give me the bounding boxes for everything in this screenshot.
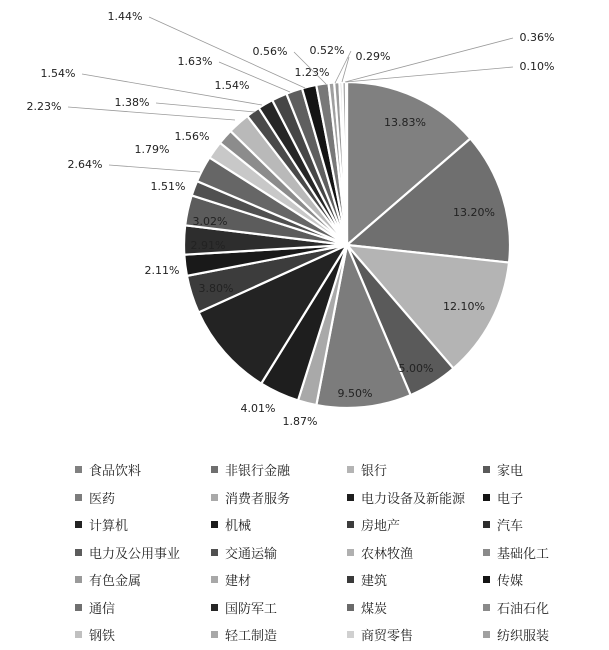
legend-item [211, 460, 347, 479]
slice-label: 1.63% [177, 55, 213, 68]
slice-label: 1.56% [174, 130, 210, 143]
leader-line [346, 67, 513, 82]
legend-item [211, 543, 347, 562]
legend-label: 轻工制造 [225, 629, 278, 645]
legend-swatch [347, 466, 354, 473]
legend-swatch [483, 466, 490, 473]
legend-swatch [347, 549, 354, 556]
legend-swatch [211, 466, 218, 473]
slice-label: 2.64% [67, 158, 103, 171]
legend-item [347, 488, 483, 507]
slice-label: 3.02% [192, 215, 228, 228]
slice-label: 4.01% [240, 402, 276, 415]
legend [75, 456, 595, 649]
legend-item [347, 515, 483, 534]
legend-label: 医药 [89, 491, 116, 507]
legend-label: 家电 [497, 464, 524, 480]
legend-label: 基础化工 [497, 546, 550, 562]
legend-row [75, 594, 595, 622]
legend-label: 电力及公用事业 [89, 546, 181, 562]
pie-slice [346, 82, 347, 245]
legend-label: 商贸零售 [361, 629, 414, 645]
slice-label: 1.23% [294, 66, 330, 79]
legend-label: 传媒 [497, 574, 524, 590]
legend-item [211, 570, 347, 589]
slice-label: 5.00% [398, 362, 434, 375]
legend-label: 煤炭 [361, 601, 388, 617]
slice-label: 2.23% [26, 100, 62, 113]
leader-line [342, 57, 349, 82]
legend-item [347, 460, 483, 479]
legend-label: 房地产 [361, 519, 401, 535]
legend-label: 交通运输 [225, 546, 278, 562]
slice-label: 13.83% [384, 116, 426, 129]
legend-label: 银行 [361, 464, 388, 480]
slice-label: 0.56% [252, 45, 288, 58]
slice-label: 0.52% [309, 44, 345, 57]
legend-label: 建材 [225, 574, 252, 590]
legend-item [347, 625, 483, 644]
legend-item [211, 515, 347, 534]
legend-item [211, 598, 347, 617]
legend-item [483, 543, 583, 562]
slice-label: 1.44% [107, 10, 143, 23]
legend-label: 电力设备及新能源 [361, 491, 466, 507]
legend-label: 建筑 [361, 574, 388, 590]
legend-item [75, 625, 211, 644]
legend-item [75, 488, 211, 507]
legend-label: 消费者服务 [225, 491, 291, 507]
legend-swatch [75, 466, 82, 473]
slice-label: 1.38% [114, 96, 150, 109]
leader-line [68, 107, 235, 120]
legend-item [75, 515, 211, 534]
slice-label: 2.11% [144, 264, 180, 277]
legend-swatch [483, 521, 490, 528]
legend-swatch [75, 494, 82, 501]
legend-item [483, 570, 583, 589]
legend-label: 电子 [497, 491, 524, 507]
slice-label: 2.91% [190, 239, 226, 252]
legend-swatch [211, 521, 218, 528]
legend-label: 钢铁 [89, 629, 116, 645]
legend-item [347, 570, 483, 589]
legend-label: 纺织服装 [497, 629, 550, 645]
legend-item [211, 625, 347, 644]
legend-swatch [483, 494, 490, 501]
legend-item [483, 488, 583, 507]
legend-swatch [347, 576, 354, 583]
legend-label: 通信 [89, 601, 116, 617]
legend-label: 机械 [225, 519, 252, 535]
legend-label: 国防军工 [225, 601, 278, 617]
legend-item [75, 460, 211, 479]
legend-swatch [483, 604, 490, 611]
legend-label: 农林牧渔 [361, 546, 414, 562]
slice-label: 9.50% [337, 387, 373, 400]
legend-item [483, 515, 583, 534]
legend-swatch [347, 494, 354, 501]
legend-row [75, 456, 595, 484]
leader-line [109, 165, 200, 172]
legend-swatch [75, 521, 82, 528]
slice-label: 1.54% [40, 67, 76, 80]
legend-label: 食品饮料 [89, 464, 142, 480]
slice-label: 0.36% [519, 31, 555, 44]
legend-row [75, 539, 595, 567]
legend-label: 计算机 [89, 519, 129, 535]
legend-swatch [483, 631, 490, 638]
legend-swatch [211, 549, 218, 556]
slice-label: 1.79% [134, 143, 170, 156]
legend-item [483, 460, 583, 479]
slice-label: 12.10% [443, 300, 485, 313]
slice-label: 1.51% [150, 180, 186, 193]
legend-swatch [75, 549, 82, 556]
legend-swatch [211, 631, 218, 638]
legend-swatch [347, 521, 354, 528]
legend-row [75, 511, 595, 539]
slice-label: 1.54% [214, 79, 250, 92]
leader-line [156, 103, 255, 112]
legend-swatch [211, 604, 218, 611]
legend-item [75, 598, 211, 617]
legend-label: 非银行金融 [225, 464, 291, 480]
legend-item [75, 543, 211, 562]
slice-label: 1.87% [282, 415, 318, 428]
legend-item [483, 598, 583, 617]
legend-swatch [347, 631, 354, 638]
legend-swatch [483, 549, 490, 556]
legend-swatch [211, 576, 218, 583]
legend-item [75, 570, 211, 589]
legend-label: 有色金属 [89, 574, 142, 590]
legend-label: 石油石化 [497, 601, 550, 617]
legend-item [347, 543, 483, 562]
slice-label: 3.80% [198, 282, 234, 295]
slice-label: 13.20% [453, 206, 495, 219]
slice-label: 0.10% [519, 60, 555, 73]
legend-swatch [211, 494, 218, 501]
legend-label: 汽车 [497, 519, 524, 535]
legend-item [483, 625, 583, 644]
legend-swatch [75, 631, 82, 638]
legend-swatch [347, 604, 354, 611]
legend-row [75, 484, 595, 512]
legend-row [75, 566, 595, 594]
slice-label: 0.29% [355, 50, 391, 63]
legend-swatch [483, 576, 490, 583]
legend-swatch [75, 604, 82, 611]
legend-swatch [75, 576, 82, 583]
legend-item [347, 598, 483, 617]
legend-item [211, 488, 347, 507]
legend-row [75, 621, 595, 649]
